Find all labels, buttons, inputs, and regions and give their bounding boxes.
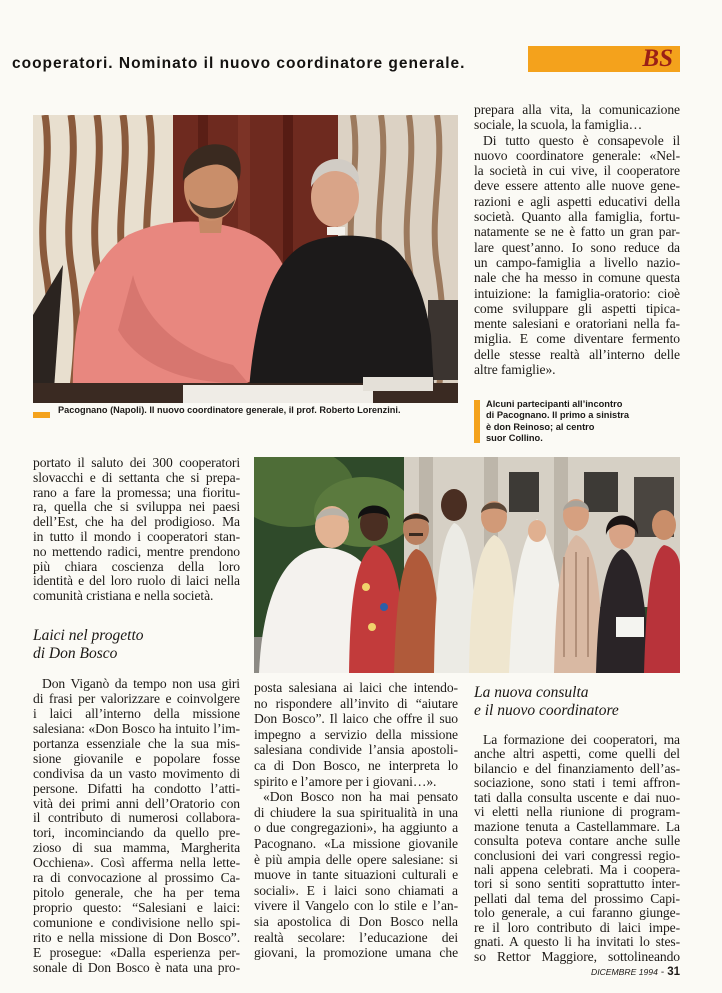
- text-line: sione giovanile e popolare fosse: [33, 750, 240, 766]
- text-line: condivisa da un vasto movimento di: [33, 765, 240, 781]
- photo-group-participants: [254, 457, 680, 673]
- text-line: consulta poteva contare anche sulle: [474, 833, 680, 849]
- text-line: razioni e agli aspetti educativi della: [474, 193, 680, 209]
- text-line: so Rettor Maggiore, sottolineando: [474, 948, 680, 964]
- article-column-middle: [254, 680, 458, 961]
- text-line: salesiana condivide l’ansia apostoli-: [254, 742, 458, 758]
- photo-caption-participants: [486, 399, 629, 444]
- photo-group-participants-image: [254, 457, 680, 673]
- text-line: realtà secolare: l’educazione dei: [254, 929, 458, 945]
- text-line: intuizione: la famiglia-oratorio: cioè: [474, 285, 680, 301]
- text-line: vità dei primi anni dell’Oratorio con: [33, 795, 240, 811]
- photo-coordinator-meeting: [33, 115, 458, 403]
- text-line: sociale, la scuola, la famiglia…: [474, 117, 643, 133]
- magazine-logo-text: BS: [642, 45, 673, 72]
- text-line: tati dalla consulta uscente e dai nuo-: [474, 789, 680, 805]
- text-line: rano a fare la promessa; una fioritu-: [33, 484, 240, 500]
- article-column-right-top: [474, 102, 680, 377]
- text-line: re il loro contributo di laici impe-: [474, 919, 680, 935]
- text-line: no rispondere all’invito di “aiutare: [254, 695, 458, 711]
- text-line: Don Viganò da tempo non usa giri: [42, 676, 240, 691]
- text-line: di chiudere la sua spiritualità in una: [254, 804, 458, 820]
- text-line: impegno a servizio della missione: [254, 726, 458, 742]
- photo-caption-coordinator: Pacognano (Napoli). Il nuovo coordinatore generale, il prof. Roberto Lorenzini.: [58, 405, 401, 415]
- text-line: Don Bosco”. Il laico che offre il suo: [254, 711, 458, 727]
- text-line: prepara alla vita, la comunicazione: [474, 102, 680, 117]
- text-line: tori, incominciando da quello pre-: [33, 825, 240, 841]
- text-line: Occhiena». Così afferma nella lette-: [33, 855, 240, 871]
- text-line: rito e nella missione di Don Bosco”.: [33, 929, 240, 945]
- text-line: muove in tante situazioni culturali e: [254, 867, 458, 883]
- heading-line: La nuova consulta: [474, 684, 589, 701]
- text-line: delle stesse realtà all’interno delle: [474, 346, 680, 362]
- text-line: sociali». E i laici sono chiamati a: [254, 882, 458, 898]
- magazine-logo: [528, 46, 680, 72]
- text-line: nali appena celebrati. Ma i coopera-: [474, 861, 680, 877]
- article-column-left-top: [33, 456, 240, 604]
- text-line: «Don Bosco non ha mai pensato: [263, 789, 458, 805]
- text-line: più chiara coscienza della loro: [33, 558, 240, 574]
- page-number: 31: [667, 966, 680, 978]
- text-line: Di tutto questo è consapevole il: [483, 132, 680, 148]
- text-line: slovacchi e di settanta che si prepa-: [33, 469, 240, 485]
- text-line: giovani, la promozione umana che: [254, 945, 458, 961]
- caption-line: Alcuni partecipanti all’incontro: [486, 399, 623, 409]
- text-line: tori si sono sentiti soprattutto inter-: [474, 876, 680, 892]
- text-line: spirito e l’amore per i giovani…».: [254, 773, 437, 789]
- text-line: bilancio e del finanziamento dell’as-: [474, 760, 680, 776]
- section-heading-consulta: [474, 684, 619, 719]
- text-line: portato il saluto dei 300 cooperatori: [33, 455, 240, 470]
- text-line: di frasi per valorizzare e coinvolgere: [33, 690, 240, 706]
- text-line: pitolo generale, che ha per tema: [33, 885, 240, 901]
- text-line: la società in cui vive, il cooperatore: [474, 163, 680, 179]
- caption-line: è don Reinoso; al centro: [486, 421, 595, 432]
- caption-line: suor Collino.: [486, 432, 543, 443]
- section-heading-laici: [33, 627, 144, 662]
- running-headline: cooperatori. Nominato il nuovo coordinatore generale.: [12, 55, 466, 72]
- heading-line: di Don Bosco: [33, 644, 118, 662]
- text-line: nuovo coordinatore generale: «Nel-: [474, 147, 680, 163]
- text-line: ca di Don Bosco, ne interpreta lo: [254, 757, 458, 773]
- text-line: deve essere attento alle nuove gene-: [474, 178, 680, 194]
- text-line: persone. Difatti ha condotto l’atti-: [33, 780, 240, 796]
- text-line: un campo-famiglia a livello nazio-: [474, 254, 680, 270]
- article-column-right-lower: [474, 733, 680, 964]
- text-line: altre famiglie».: [474, 362, 556, 378]
- caption-marker: [33, 412, 50, 418]
- text-line: nale che ha messo in comune questa: [474, 270, 680, 286]
- heading-line: Laici nel progetto: [33, 627, 144, 644]
- text-line: sia apostolica di Don Bosco nella: [254, 913, 458, 929]
- text-line: anche altri aspetti, come quelli del: [474, 746, 680, 762]
- caption-line: di Pacognano. Il primo a sinistra: [486, 410, 630, 421]
- photo-coordinator-meeting-image: [33, 115, 458, 403]
- text-line: comunione e condivisione nello spi-: [33, 915, 240, 930]
- text-line: gnati. A questo li ha invitati lo stes-: [474, 934, 680, 950]
- text-line: sonale di Don Bosco è nata una pro-: [33, 959, 240, 975]
- page-footer: [591, 962, 680, 980]
- footer-separator: -: [660, 967, 665, 978]
- text-line: dell’Est, che ha del prodigioso. Ma: [33, 514, 240, 530]
- text-line: i laici all’interno della missione: [33, 705, 240, 721]
- text-line: salesiana: «Don Bosco ha intuito l’im-: [33, 720, 240, 736]
- text-line: in tutto il mondo i cooperatori stan-: [33, 528, 240, 544]
- text-line: lare quest’anno. Io sono reduce da: [474, 239, 680, 255]
- text-line: tolo generale, a cui faranno giunge-: [474, 905, 680, 921]
- text-line: no mettendo radici, mentre prendono: [33, 543, 240, 559]
- text-line: pellati dal tema del prossimo Capi-: [474, 890, 680, 906]
- text-line: sociazione, sono stati i temi affron-: [474, 775, 680, 791]
- text-line: è più ampia delle opere salesiane: si: [254, 851, 458, 867]
- text-line: Pacognano. «La missione giovanile: [254, 835, 458, 851]
- text-line: zioso di sua mamma, Margherita: [33, 840, 240, 856]
- heading-line: e il nuovo coordinatore: [474, 701, 619, 719]
- text-line: mente salesiani e oratoriani nella fa-: [474, 316, 680, 332]
- text-line: vivere il Vangelo con lo stile e l’an-: [254, 898, 458, 914]
- text-line: ra di convocazione al prossimo Ca-: [33, 870, 240, 886]
- text-line: posta salesiana ai laici che intendo-: [254, 680, 458, 695]
- text-line: E prosegue: «Dalla esperienza per-: [33, 944, 240, 960]
- text-line: ra, quella che si sviluppa nei paesi: [33, 499, 240, 515]
- text-line: o due congregazioni», ha aggiunto a: [254, 820, 458, 836]
- text-line: comunità cristiana e nella società.: [33, 588, 214, 604]
- text-line: identità e del loro ruolo di laici nella: [33, 573, 240, 589]
- caption-marker: [474, 400, 480, 443]
- issue-date: DICEMBRE 1994: [590, 967, 658, 977]
- text-line: società. Quanto alla famiglia, fortu-: [474, 209, 680, 225]
- text-line: il contributo di numerosi collabora-: [33, 810, 240, 826]
- text-line: proprio questo: “Salesiani e laici:: [33, 900, 240, 916]
- text-line: conclusioni dei vari congressi regio-: [474, 847, 680, 863]
- text-line: portanza essenziale che la sua mis-: [33, 735, 240, 751]
- text-line: La formazione dei cooperatori, ma: [483, 732, 680, 747]
- text-line: natamente se ne è fatto un gran par-: [474, 224, 680, 240]
- text-line: miglia. E come diventare fermento: [474, 331, 680, 347]
- text-line: vi eletti nella riunione di program-: [474, 804, 680, 820]
- text-line: come sviluppare gli aspetti tipica-: [474, 300, 680, 316]
- article-column-left-lower: [33, 677, 240, 976]
- text-line: mazione tenuta a Castellammare. La: [474, 818, 680, 834]
